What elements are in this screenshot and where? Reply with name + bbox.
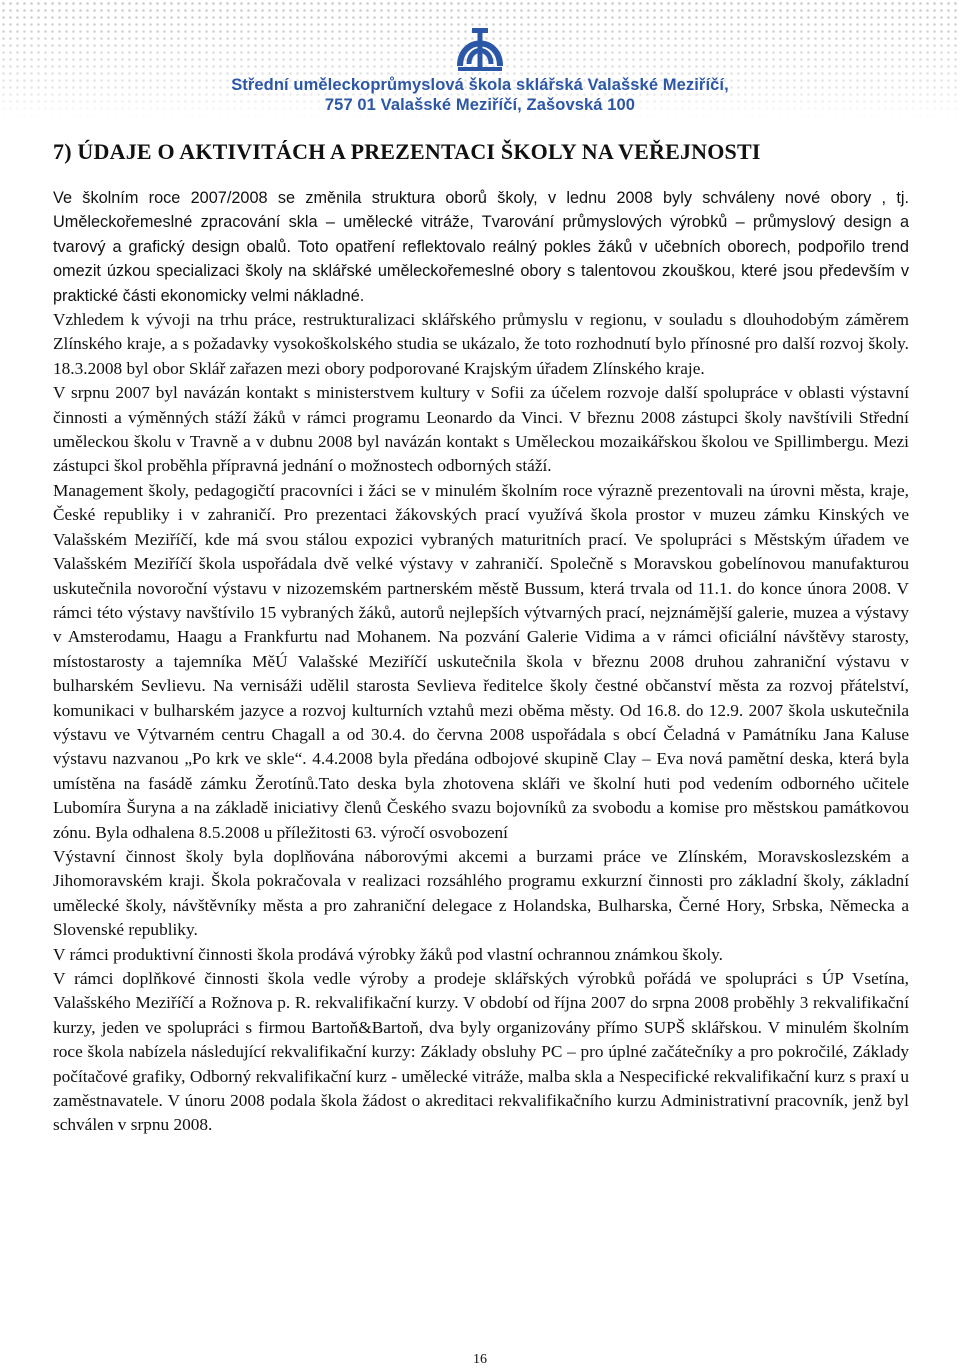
section-title: 7) ÚDAJE O AKTIVITÁCH A PREZENTACI ŠKOLY NA VEŘEJNOSTI <box>53 139 761 164</box>
paragraph: Výstavní činnost školy byla doplňována náborovými akcemi a burzami práce ve Zlínském, Moravskoslezském a Jihomoravském kraji. Škola pokračovala v realizaci rozsáhlého programu exkurzní činnosti pro základní školy, základní umělecké školy, návštěvníky města a pro zahraniční delegace z Holandska, Bulharska, Černé Hory, Srbska, Německa a Slovenské republiky. <box>53 846 909 940</box>
paragraph: V rámci doplňkové činnosti škola vedle výroby a prodeje sklářských výrobků pořádá ve spolupráci s ÚP Vsetína, Valašského Meziříčí a Rožnova p. R. rekvalifikační kurzy. V období od října 2007 do srpna 2008 proběhly 3 rekvalifikační kurzy, jeden ve spolupráci s firmou Bartoň&Bartoň, dva byly organizovány přímo SUPŠ sklářskou. V minulém školním roce škola nabízela následující rekvalifikační kurzy: Základy obsluhy PC – pro úplné začátečníky a pro pokročilé, Základy počítačové grafiky, Odborný rekvalifikační kurz - umělecké vitráže, malba skla a Nespecifické rekvalifikační kurz s praxí u zaměstnavatele. V únoru 2008 podala škola žádost o akreditaci rekvalifikačního kurzu Administrativní pracovník, jenž byl schválen v srpnu 2008. <box>53 969 909 1135</box>
school-emblem-icon <box>452 20 508 74</box>
paragraph: Management školy, pedagogičtí pracovníci i žáci se v minulém školním roce výrazně prezentovali na úrovni města, kraje, České republiky i v zahraničí. Pro prezentaci žákovských prací využívá škola prostor v muzeu zámku Kinských ve Valašském Meziříčí, kde má svou stálou expozici vybraných maturitních prací. Ve spolupráci s Městským úřadem ve Valašském Meziříčí škola uspořádala dvě velké výstavy v zahraničí. Společně s Moravskou gobelínovou manufakturou uskutečnila novoroční výstavu v nizozemském partnerském městě Bussum, která trvala od 11.1. do konce února 2008. V rámci této výstavy navštívilo 15 vybraných žáků, autorů nejlepších výtvarných prací, nejznámější galerie, muzea a výstavy v Amsterodamu, Haagu a Frankfurtu nad Mohanem. Na pozvání Galerie Vidima a v rámci oficiální návštěvy starosty, místostarosty a tajemníka MěÚ Valašské Meziříčí uskutečnila škola v březnu 2008 druhou zahraniční výstavu v bulharském Sevlievu. Na vernisáži udělil starosta Sevlieva ředitelce školy čestné občanství města za rozvoj přátelství, komunikaci v bulharském jazyce a rozvoj kulturních vztahů mezi oběma městy. Od 16.8. do 12.9. 2007 škola uskutečnila výstavu ve Výtvarném centru Chagall a od 30.4. do června 2008 uspořádala s obcí Čeladná v Památníku Jana Kaluse výstavu nazvanou „Po krk ve skle“. 4.4.2008 byla předána odbojové skupině Clay – Eva nová pamětní deska, která byla umístěna na fasádě zámku Žerotínů.Tato deska byla zhotovena skláři ve školní huti pod vedením odborného učitele Lubomíra Šuryna a na základě iniciativy členů Českého svazu bojovníků za svobodu a komise pro městskou památkovou zónu. Byla odhalena 8.5.2008 u příležitosti 63. výročí osvobození <box>53 480 909 842</box>
school-address-line: 757 01 Valašské Meziříčí, Zašovská 100 <box>324 96 636 114</box>
letterhead <box>0 0 960 120</box>
page-number: 16 <box>473 1352 487 1367</box>
section-body <box>53 186 909 1138</box>
school-name-line-1: Střední uměleckoprůmyslová škola sklářská Valašské Meziříčí, <box>231 76 729 94</box>
paragraph: Ve školním roce 2007/2008 se změnila struktura oborů školy, v lednu 2008 byly schváleny nové obory , tj. Uměleckořemeslné zpracování skla – umělecké vitráže, Tvarování průmyslových výrobků – průmyslový design a tvarový a grafický design obalů. Toto opatření reflektovalo reálný pokles žáků v učebních oborech, podpořilo trend omezit úzkou specializaci školy na sklářské uměleckořemeslné obory s talentovou zkouškou, které jsou především v praktické části ekonomicky velmi nákladné. <box>53 189 909 305</box>
paragraph: Vzhledem k vývoji na trhu práce, restrukturalizaci sklářského průmyslu v regionu, v souladu s dlouhodobým záměrem Zlínského kraje, a s požadavky vysokoškolského studia se ukázalo, že toto rozhodnutí bylo přínosné pro další rozvoj školy. 18.3.2008 byl obor Sklář zařazen mezi obory podporované Krajským úřadem Zlínského kraje. <box>53 310 909 378</box>
paragraph: V rámci produktivní činnosti škola prodává výrobky žáků pod vlastní ochrannou známkou školy. <box>53 944 724 964</box>
paragraph: V srpnu 2007 byl navázán kontakt s ministerstvem kultury v Sofii za účelem rozvoje další spolupráce v oblasti výstavní činnosti a výměnných stáží žáků v rámci programu Leonardo da Vinci. V březnu 2008 zástupci školy navštívili Střední uměleckou školu v Travně a v dubnu 2008 byl navázán kontakt s Uměleckou mozaikářskou školou ve Spillimbergu. Mezi zástupci škol proběhla přípravná jednání o možnostech odborných stáží. <box>53 383 909 476</box>
